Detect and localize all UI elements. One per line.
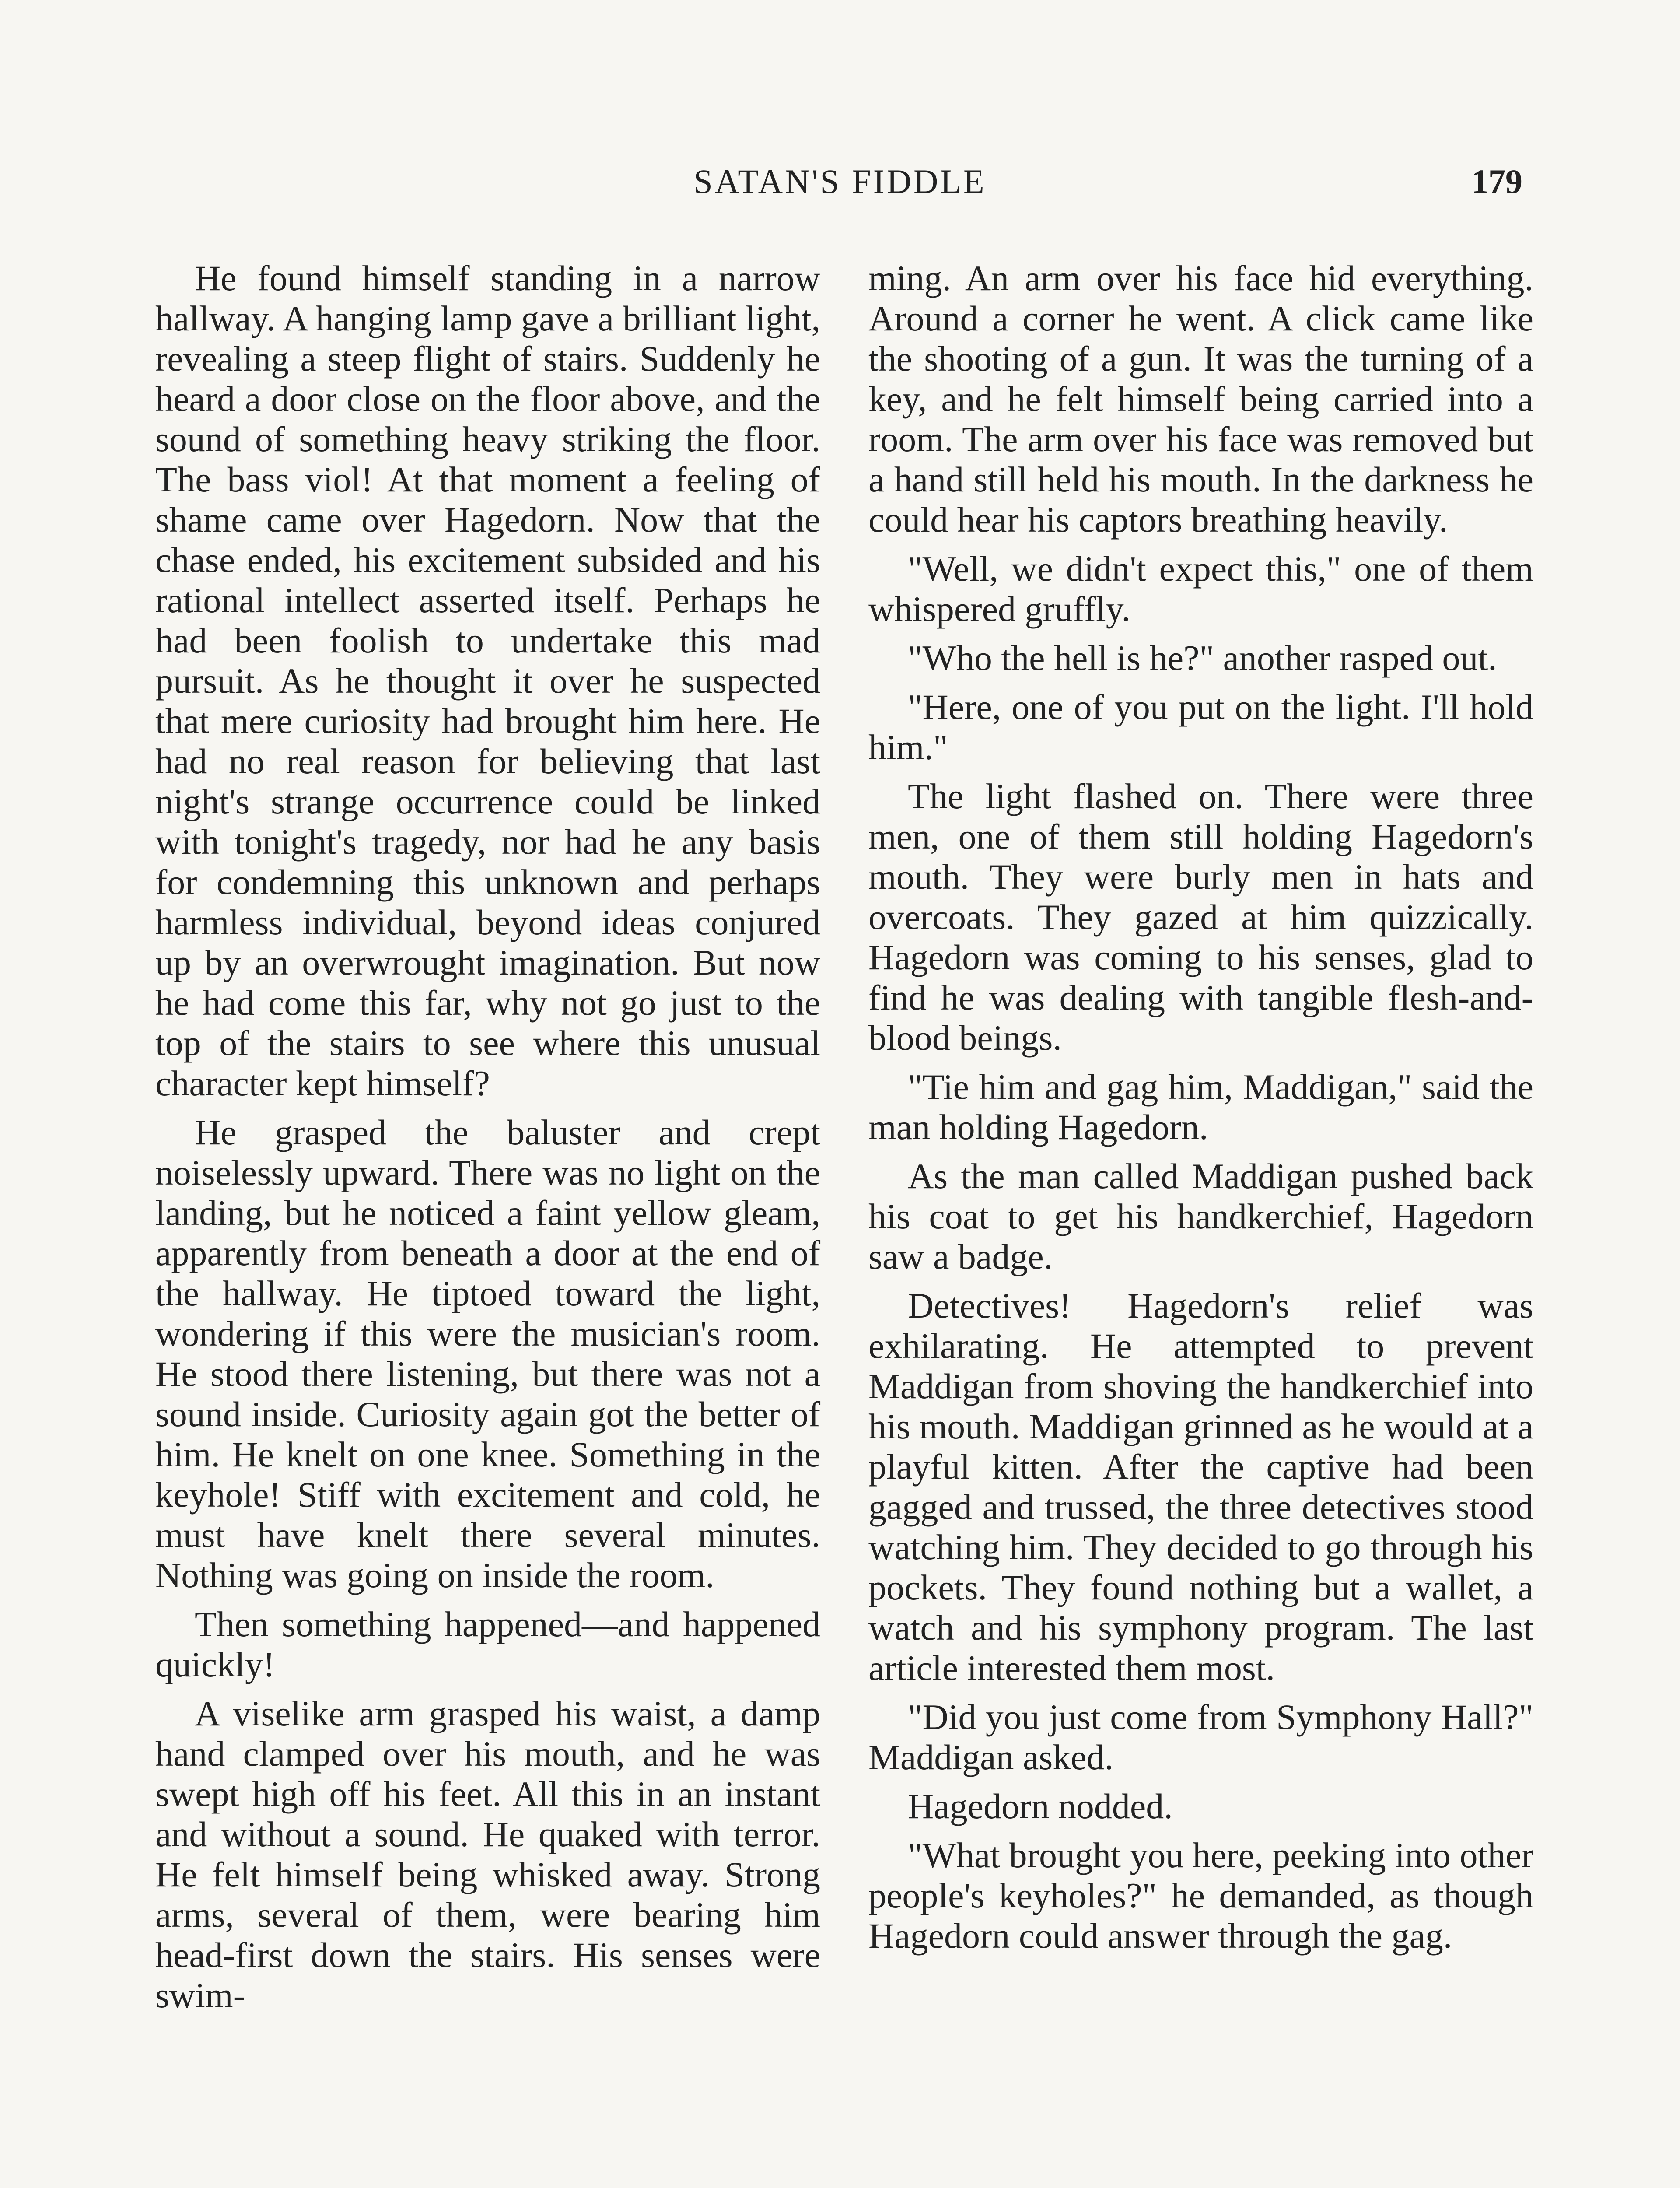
running-head [0, 158, 1680, 206]
paragraph: "Did you just come from Symphony Hall?" Maddigan asked. [868, 1697, 1533, 1777]
paragraph: Then something happened—and happened quickly! [155, 1604, 820, 1684]
paragraph: "Tie him and gag him, Maddigan," said the man holding Hagedorn. [868, 1067, 1533, 1147]
left-column [155, 258, 820, 2024]
paragraph: "What brought you here, peeking into other people's keyholes?" he demanded, as though Hagedorn could answer through the gag. [868, 1835, 1533, 1956]
paragraph: "Here, one of you put on the light. I'll hold him." [868, 687, 1533, 767]
paragraph: As the man called Maddigan pushed back his coat to get his handkerchief, Hagedorn saw a badge. [868, 1156, 1533, 1276]
running-head-title: SATAN'S FIDDLE [693, 162, 987, 200]
paragraph: "Who the hell is he?" another rasped out. [908, 638, 1497, 678]
paragraph: Detectives! Hagedorn's relief was exhilarating. He attempted to prevent Maddigan from shoving the handkerchief into his mouth. Maddigan grinned as he would at a playful kitten. After the captive had been gagged and trussed, the three detectives stood watching him. They decided to go through his pockets. They found nothing but a wallet, a watch and his symphony program. The last article interested them most. [868, 1286, 1533, 1688]
paragraph: The light flashed on. There were three men, one of them still holding Hagedorn's mouth. They were burly men in hats and overcoats. They gazed at him quizzically. Hagedorn was coming to his senses, glad to find he was dealing with tangible flesh-and-blood beings. [868, 776, 1533, 1058]
paragraph-continuation: ming. An arm over his face hid everything. Around a corner he went. A click came like the shooting of a gun. It was the turning of a key, and he felt himself being carried into a room. The arm over his face was removed but a hand still held his mouth. In the darkness he could hear his captors breathing heavily. [868, 258, 1533, 540]
paragraph: He grasped the baluster and crept noiselessly upward. There was no light on the landing, but he noticed a faint yellow gleam, apparently from beneath a door at the end of the hallway. He tiptoed toward the light, wondering if this were the musician's room. He stood there listening, but there was not a sound inside. Curiosity again got the better of him. He knelt on one knee. Something in the keyhole! Stiff with excitement and cold, he must have knelt there several minutes. Nothing was going on inside the room. [155, 1112, 820, 1595]
right-column [868, 258, 1533, 1965]
paragraph: A viselike arm grasped his waist, a damp hand clamped over his mouth, and he was swept high off his feet. All this in an instant and without a sound. He quaked with terror. He felt himself being whisked away. Strong arms, several of them, were bearing him head-first down the stairs. His senses were swim- [155, 1694, 820, 2015]
paragraph: "Well, we didn't expect this," one of them whispered gruffly. [868, 549, 1533, 629]
paragraph: Hagedorn nodded. [908, 1786, 1173, 1826]
page-number: 179 [1471, 162, 1522, 200]
paragraph: He found himself standing in a narrow hallway. A hanging lamp gave a brilliant light, revealing a steep flight of stairs. Suddenly he heard a door close on the floor above, and the sound of something heavy striking the floor. The bass viol! At that moment a feeling of shame came over Hagedorn. Now that the chase ended, his excitement subsided and his rational intellect asserted itself. Perhaps he had been foolish to undertake this mad pursuit. As he thought it over he suspected that mere curiosity had brought him here. He had no real reason for believing that last night's strange occurrence could be linked with tonight's tragedy, nor had he any basis for condemning this unknown and perhaps harmless individual, beyond ideas conjured up by an overwrought imagination. But now he had come this far, why not go just to the top of the stairs to see where this unusual character kept himself? [155, 258, 820, 1103]
